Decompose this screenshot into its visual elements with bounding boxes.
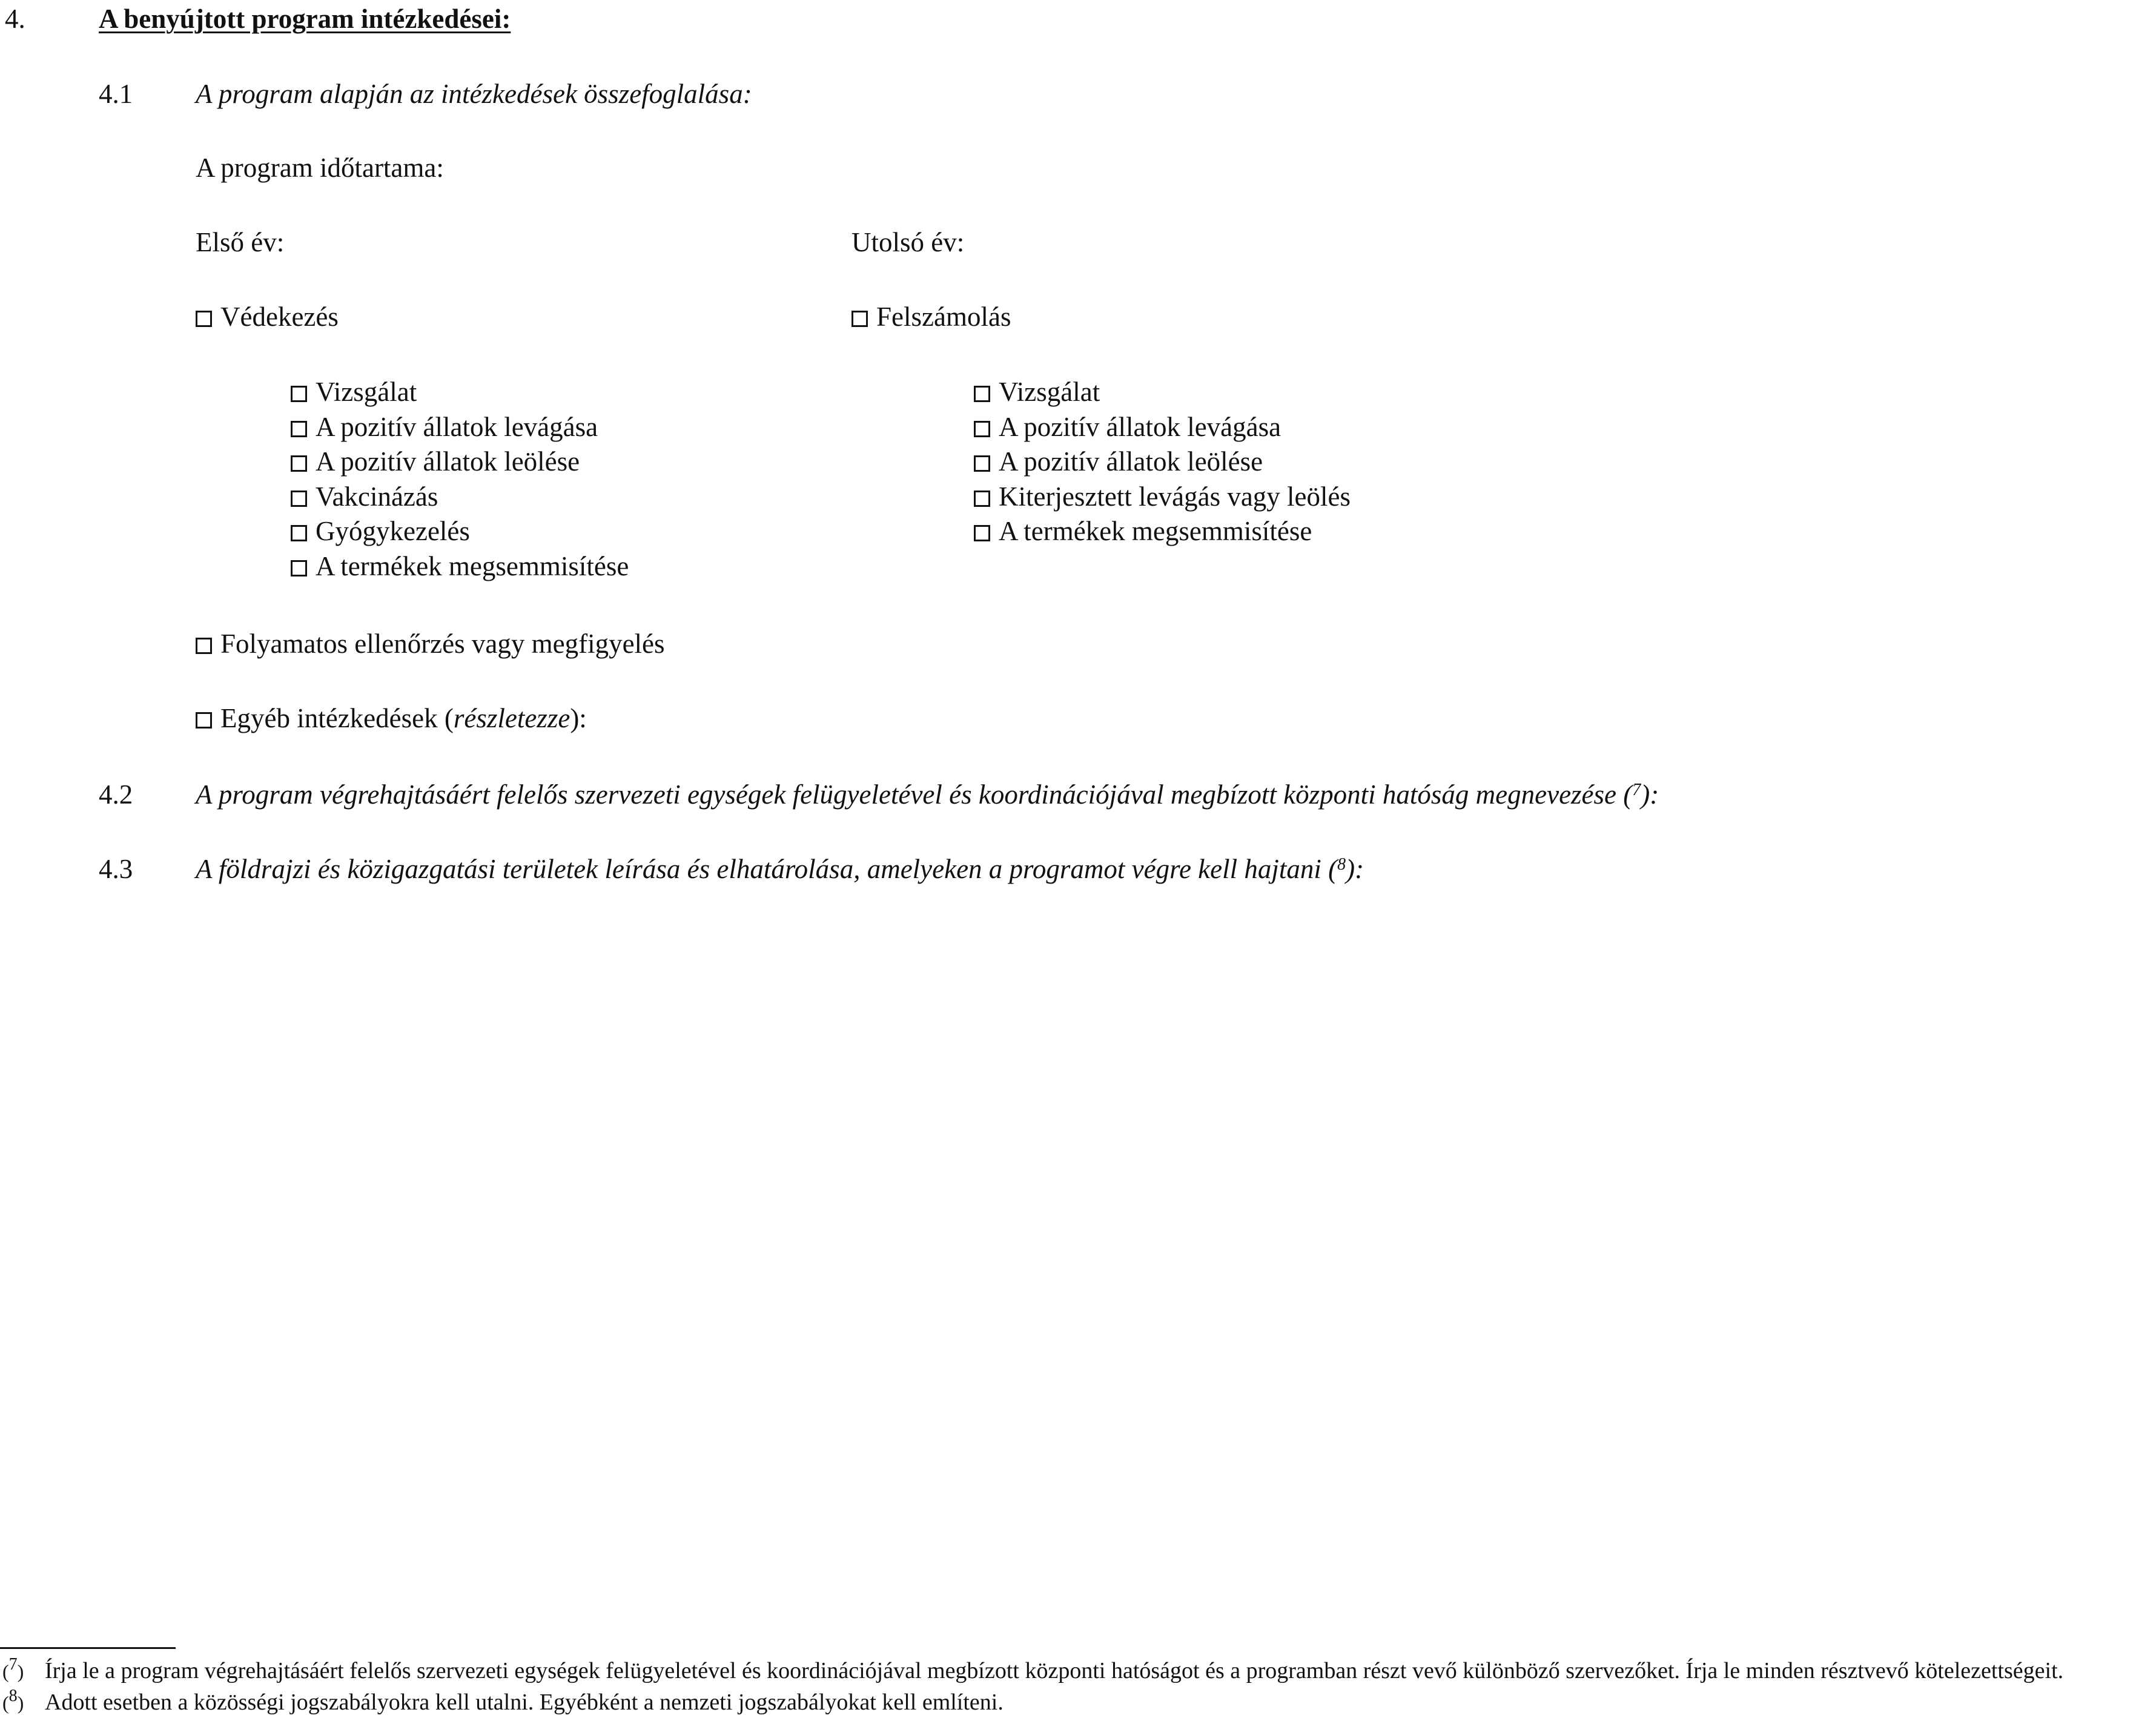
subsection-4-1-number: 4.1	[99, 79, 133, 109]
footnote-divider	[0, 1647, 176, 1649]
section-number: 4.	[5, 4, 25, 34]
subsection-4-3-number: 4.3	[99, 854, 133, 884]
footnote-7-marker: ($^7$)	[2, 1655, 24, 1682]
measure-checkbox[interactable]	[974, 491, 990, 507]
subsection-4-2-text: A program végrehajtásáért felelős szervezeti egységek felügyeletével és koordinációjával megbízott központi hatóság megnevezése (	[196, 779, 1633, 810]
list-item[interactable]	[291, 375, 629, 410]
eradication-checkbox[interactable]	[851, 311, 868, 327]
measure-checkbox[interactable]	[291, 421, 307, 437]
footnote-7-text: Írja le a program végrehajtásáért felelős szervezeti egységek felügyeletével és koordinációjával megbízott központi hatóságot és a programban részt vevő különböző szervezőket. Írja le minden résztvevő kötelezettségeit.	[45, 1658, 2064, 1683]
other-measures-checkbox-row[interactable]	[196, 701, 587, 736]
list-item[interactable]	[974, 410, 1351, 445]
subsection-4-3-text: A földrajzi és közigazgatási területek leírása és elhatárolása, amelyeken a programot végre kell hajtani (	[196, 854, 1338, 884]
control-measures-list	[291, 375, 629, 584]
list-item[interactable]	[291, 549, 629, 584]
eradication-checkbox-row[interactable]	[851, 299, 1011, 334]
measure-checkbox[interactable]	[974, 455, 990, 472]
list-item[interactable]	[291, 514, 629, 549]
subsection-4-1-title: A program alapján az intézkedések összefoglalása:	[196, 79, 752, 109]
footnote-ref-8[interactable]: 8	[1337, 855, 1346, 874]
control-checkbox[interactable]	[196, 311, 212, 327]
measure-checkbox[interactable]	[291, 525, 307, 541]
monitoring-checkbox-row[interactable]	[196, 626, 665, 661]
footnote-8-text: Adott esetben a közösségi jogszabályokra kell utalni. Egyébként a nemzeti jogszabályokat kell említeni.	[45, 1690, 1004, 1715]
measure-checkbox[interactable]	[291, 491, 307, 507]
footnote-8	[2, 1687, 1004, 1718]
measure-label: A pozitív állatok levágása	[999, 411, 1281, 442]
measure-label: Vizsgálat	[999, 377, 1100, 407]
other-measures-label: Egyéb intézkedések	[220, 703, 438, 733]
control-label: Védekezés	[220, 302, 339, 332]
measure-checkbox[interactable]	[974, 525, 990, 541]
last-year-label: Utolsó év:	[851, 227, 965, 257]
footnote-ref-7[interactable]: 7	[1632, 781, 1641, 799]
footnote-7	[2, 1656, 2063, 1687]
list-item[interactable]	[974, 480, 1351, 515]
eradication-label: Felszámolás	[876, 302, 1011, 332]
list-item[interactable]	[291, 444, 629, 480]
list-item[interactable]	[291, 480, 629, 515]
measure-label: Vizsgálat	[316, 377, 417, 407]
measure-label: Kiterjesztett levágás vagy leölés	[999, 481, 1351, 512]
footnote-8-marker: ($^8$)	[2, 1687, 24, 1714]
measure-label: A termékek megsemmisítése	[999, 516, 1312, 547]
list-item[interactable]	[974, 375, 1351, 410]
program-duration-label: A program időtartama:	[196, 153, 444, 183]
subsection-4-2-suffix: ):	[1641, 779, 1659, 810]
measure-checkbox[interactable]	[291, 455, 307, 472]
other-measures-close: ):	[570, 703, 587, 733]
measure-label: Gyógykezelés	[316, 516, 470, 547]
first-year-label: Első év:	[196, 227, 285, 257]
measure-label: A pozitív állatok leölése	[999, 446, 1263, 477]
measure-label: Vakcinázás	[316, 481, 438, 512]
measure-label: A termékek megsemmisítése	[316, 550, 629, 581]
measure-checkbox[interactable]	[291, 386, 307, 402]
other-measures-detail: részletezze	[453, 703, 570, 733]
subsection-4-2-title	[196, 777, 1659, 812]
list-item[interactable]	[291, 410, 629, 445]
list-item[interactable]	[974, 514, 1351, 549]
eradication-measures-list	[974, 375, 1351, 549]
section-title: A benyújtott program intézkedései:	[99, 4, 511, 34]
measure-checkbox[interactable]	[974, 386, 990, 402]
list-item[interactable]	[974, 444, 1351, 480]
subsection-4-3-suffix: ):	[1346, 854, 1364, 884]
subsection-4-2-number: 4.2	[99, 779, 133, 810]
other-measures-checkbox[interactable]	[196, 712, 212, 728]
other-measures-open: (	[437, 703, 454, 733]
monitoring-checkbox[interactable]	[196, 638, 212, 654]
measure-checkbox[interactable]	[291, 560, 307, 577]
subsection-4-3-title	[196, 851, 1364, 887]
control-checkbox-row[interactable]	[196, 299, 339, 334]
monitoring-label: Folyamatos ellenőrzés vagy megfigyelés	[220, 629, 665, 659]
measure-label: A pozitív állatok levágása	[316, 411, 598, 442]
measure-checkbox[interactable]	[974, 421, 990, 437]
measure-label: A pozitív állatok leölése	[316, 446, 580, 477]
